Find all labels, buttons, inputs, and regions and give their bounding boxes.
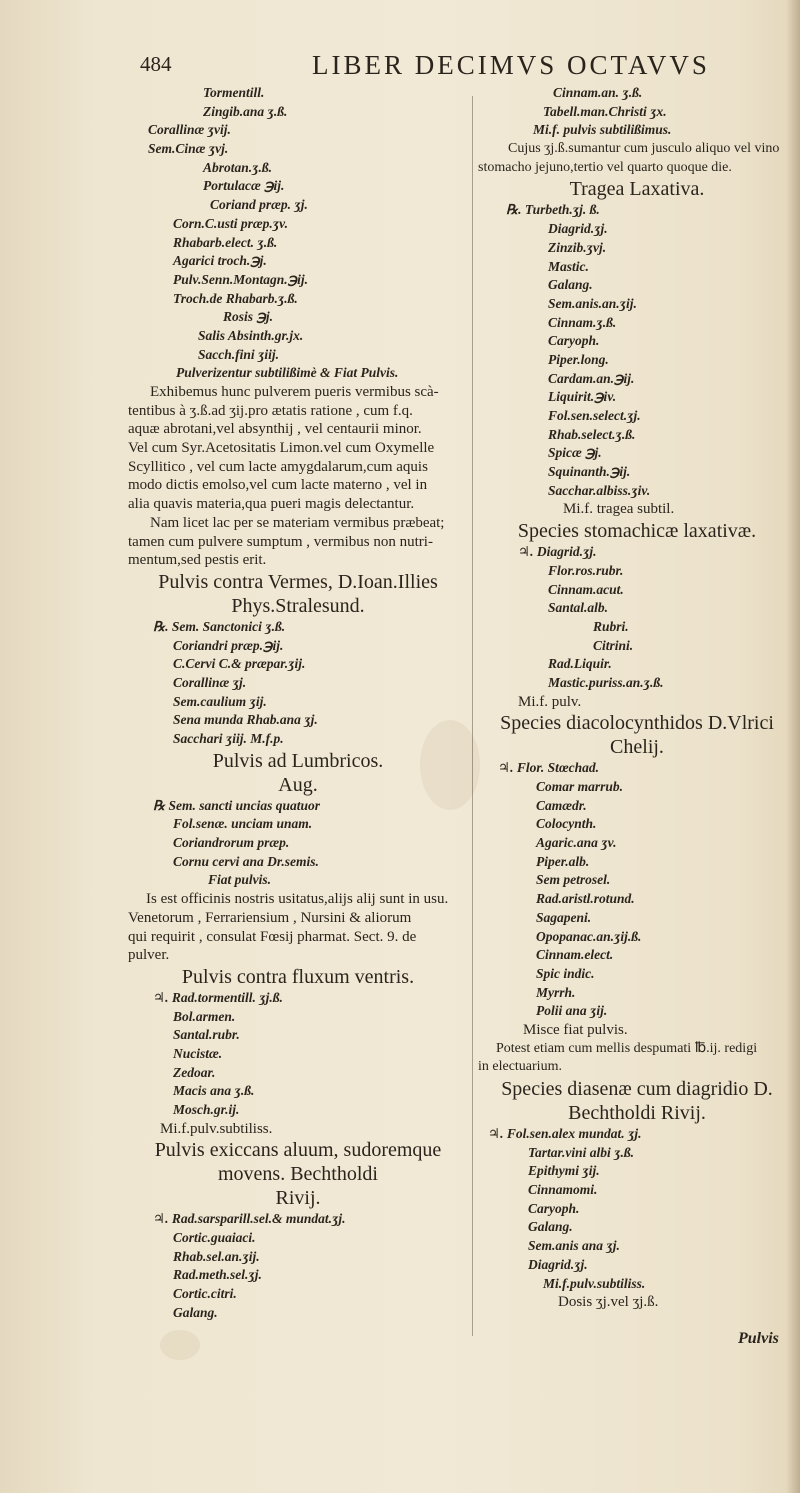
text-line: Scyllitico , vel cum lacte amygdalarum,cum aquis — [128, 458, 428, 475]
ingredient-line: ℞ Sem. sancti uncias quatuor — [153, 797, 321, 813]
catchword: Pulvis — [738, 1330, 779, 1347]
ingredient-line: Corallinæ ʒj. — [173, 674, 247, 690]
ingredient-line: Comar marrub. — [536, 779, 624, 794]
ingredient-line: Citrini. — [593, 637, 634, 653]
ingredient-line: Fol.senæ. unciam unam. — [173, 816, 313, 832]
text-line: Potest etiam cum mellis despumati ℔.ij. redigi — [496, 1040, 758, 1056]
ingredient-line: Cortic.citri. — [173, 1286, 237, 1302]
right-column — [478, 84, 796, 1312]
ingredient-line: Fiat pulvis. — [208, 872, 272, 888]
ingredient-line: ℞. Sem. Sanctonici ʒ.ß. — [153, 618, 286, 634]
ingredient-line: Macis ana ʒ.ß. — [173, 1083, 255, 1099]
ingredient-line: Salis Absinth.gr.jx. — [198, 327, 304, 343]
ingredient-line: Sem.anis ana ʒj. — [528, 1238, 620, 1254]
ingredient-line: Sem.caulium ʒij. — [173, 693, 267, 709]
ingredient-line: Galang. — [548, 277, 593, 293]
ingredient-line: ♃. Diagrid.ʒj. — [518, 544, 597, 560]
ingredient-line: Cornu cervi ana Dr.semis. — [173, 853, 319, 869]
text-line: mentum,sed pestis erit. — [128, 552, 267, 569]
section-heading: Aug. — [278, 773, 318, 796]
section-heading: movens. Bechtholdi — [218, 1163, 378, 1186]
ingredient-line: ♃. Rad.sarsparill.sel.& mundat.ʒj. — [153, 1211, 346, 1227]
ingredient-line: Opopanac.an.ʒij.ß. — [536, 928, 642, 944]
text-line: Is est officinis nostris usitatus,alijs alij sunt in usu. — [146, 891, 449, 908]
running-title: LIBER DECIMVS OCTAVVS — [312, 50, 710, 80]
ingredient-line: Piper.long. — [548, 351, 609, 367]
section-heading: Pulvis contra fluxum ventris. — [181, 965, 415, 988]
ingredient-line: Colocynth. — [536, 816, 597, 832]
ingredient-line: Rubri. — [593, 618, 629, 634]
ingredient-line: Spicæ ℈j. — [548, 445, 602, 461]
ingredient-line: Abrotan.ʒ.ß. — [203, 159, 273, 175]
ingredient-line: Flor.ros.rubr. — [548, 562, 624, 578]
text-line: modo dictis emolso,vel cum lacte materno , vel in — [128, 477, 428, 494]
ingredient-line: Mastic.puriss.an.ʒ.ß. — [548, 674, 664, 690]
text-line: in electuarium. — [478, 1059, 562, 1075]
ingredient-line: Santal.alb. — [548, 600, 609, 616]
ingredient-line: Coriand præp. ʒj. — [210, 197, 308, 213]
ingredient-line: Galang. — [528, 1219, 573, 1235]
text-line: qui requirit , consulat Fœsij pharmat. Sect. 9. de — [128, 928, 417, 945]
ingredient-line: Rad.Liquir. — [548, 656, 612, 672]
text-line: tentibus à ʒ.ß.ad ʒij.pro ætatis ratione , cum f.q. — [128, 402, 413, 419]
text-line: Cujus ʒj.ß.sumantur cum jusculo aliquo vel vino — [508, 141, 780, 157]
ingredient-line: Rhab.sel.an.ʒij. — [173, 1248, 260, 1264]
ingredient-line: Sagapeni. — [536, 909, 592, 925]
ingredient-line: Sem.anis.an.ʒij. — [548, 295, 637, 311]
ingredient-line: Piper.alb. — [536, 853, 590, 869]
ingredient-line: Cinnamomi. — [528, 1182, 598, 1198]
ingredient-line: Corn.C.usti præp.ʒv. — [173, 215, 289, 231]
left-column — [128, 84, 468, 1323]
ingredient-line: Zingib.ana ʒ.ß. — [203, 103, 288, 119]
ingredient-line: Mastic. — [548, 258, 589, 274]
ingredient-line: Cortic.guaiaci. — [173, 1230, 256, 1246]
ingredient-line: Tabell.man.Christi ʒx. — [543, 103, 667, 119]
ingredient-line: Rhabarb.elect. ʒ.ß. — [173, 234, 278, 250]
ingredient-line: Squinanth.℈ij. — [548, 464, 631, 480]
ingredient-line: ♃. Rad.tormentill. ʒj.ß. — [153, 989, 283, 1005]
ingredient-line: Camædr. — [536, 797, 587, 813]
ingredient-line: Sena munda Rhab.ana ʒj. — [173, 712, 318, 728]
ingredient-line: Cinnam.ʒ.ß. — [548, 314, 617, 330]
section-heading: Tragea Laxativa. — [569, 178, 705, 201]
text-line: Mi.f. pulv. — [518, 693, 582, 710]
text-line: Venetorum , Ferrariensium , Nursini & aliorum — [128, 909, 412, 926]
ingredient-line: Diagrid.ʒj. — [528, 1256, 588, 1272]
ingredient-line: Agaric.ana ʒv. — [536, 835, 617, 851]
ingredient-line: Zinzib.ʒvj. — [548, 239, 607, 255]
text-line: Nam licet lac per se materiam vermibus præbeat; — [150, 514, 445, 531]
ingredient-line: Diagrid.ʒj. — [548, 221, 608, 237]
text-line: Dosis ʒj.vel ʒj.ß. — [558, 1294, 659, 1311]
ingredient-line: Myrrh. — [536, 984, 576, 1000]
ingredient-line: Corallinæ ʒvij. — [148, 122, 231, 138]
ingredient-line: Cinnam.elect. — [536, 947, 614, 963]
ingredient-line: Fol.sen.select.ʒj. — [548, 408, 641, 423]
section-heading: Pulvis exiccans aluum, sudoremque — [154, 1139, 442, 1162]
ingredient-line: Rad.aristl.rotund. — [536, 891, 635, 907]
ingredient-line: Epithymi ʒij. — [528, 1163, 600, 1179]
ingredient-line: Cinnam.acut. — [548, 581, 624, 597]
text-line: Mi.f.pulv.subtiliss. — [160, 1120, 273, 1137]
text-line: alia quavis materia,qua pueri magis delectantur. — [128, 496, 415, 513]
section-heading: Chelij. — [610, 736, 664, 759]
ingredient-line: Nucistæ. — [173, 1045, 223, 1061]
ingredient-line: Rosis ℈j. — [223, 309, 273, 325]
ingredient-line: Sem.Cinæ ʒvj. — [148, 141, 229, 157]
text-line: aquæ abrotani,vel absynthij , vel centaurii minor. — [128, 421, 422, 438]
section-heading: Species diacolocynthidos D.Vlrici — [500, 712, 774, 735]
text-line: Exhibemus hunc pulverem pueris vermibus scà- — [150, 384, 439, 400]
ingredient-line: Agarici troch.℈j. — [173, 253, 267, 269]
ingredient-line: Mosch.gr.ij. — [173, 1102, 240, 1117]
section-heading: Rivij. — [275, 1187, 321, 1210]
column-rule — [472, 96, 473, 1336]
ingredient-line: Sacch.fini ʒiij. — [198, 346, 279, 362]
text-line: tamen cum pulvere sumptum , vermibus non nutri- — [128, 533, 433, 550]
ingredient-line: Cinnam.an. ʒ.ß. — [553, 85, 643, 100]
text-line: pulver. — [128, 947, 170, 964]
section-heading: Pulvis ad Lumbricos. — [212, 749, 384, 772]
ingredient-line: Spic indic. — [536, 965, 595, 981]
ingredient-line: Zedoar. — [173, 1064, 216, 1080]
ingredient-line: Tartar.vini albi ʒ.ß. — [528, 1144, 635, 1160]
ingredient-line: Santal.rubr. — [173, 1027, 240, 1043]
ingredient-line: Pulv.Senn.Montagn.℈ij. — [173, 271, 308, 287]
ingredient-line: Sacchar.albiss.ʒiv. — [548, 482, 651, 498]
section-heading: Phys.Stralesund. — [231, 594, 365, 617]
ingredient-line: Mi.f.pulv.subtiliss. — [543, 1275, 646, 1291]
ingredient-line: Pulverizentur subtilißimè & Fiat Pulvis. — [176, 365, 399, 381]
ingredient-line: Rad.meth.sel.ʒj. — [173, 1267, 262, 1283]
ingredient-line: Portulacæ ℈ij. — [203, 178, 285, 194]
section-heading: Species diasenæ cum diagridio D. — [501, 1078, 773, 1100]
ingredient-line: Mi.f. pulvis subtilißimus. — [533, 122, 672, 138]
ingredient-line: Galang. — [173, 1304, 218, 1320]
text-line: stomacho jejuno,tertio vel quarto quoque die. — [478, 159, 732, 175]
ingredient-line: Caryoph. — [528, 1200, 580, 1216]
ingredient-line: Tormentill. — [203, 85, 265, 100]
ingredient-line: Cardam.an.℈ij. — [548, 370, 635, 386]
ingredient-line: Coriandrorum præp. — [173, 835, 290, 851]
ingredient-line: Sacchari ʒiij. M.f.p. — [173, 731, 284, 746]
ingredient-line: Bol.armen. — [173, 1008, 236, 1024]
page-number: 484 — [140, 52, 172, 76]
ingredient-line: Caryoph. — [548, 333, 600, 349]
ingredient-line: ℞. Turbeth.ʒj. ß. — [506, 202, 600, 218]
ingredient-line: Coriandri præp.℈ij. — [173, 637, 284, 653]
ingredient-line: Rhab.select.ʒ.ß. — [548, 426, 636, 442]
text-line: Vel cum Syr.Acetositatis Limon.vel cum Oxymelle — [128, 440, 435, 457]
ingredient-line: Liquirit.℈iv. — [548, 389, 617, 405]
paper-stain — [160, 1330, 200, 1360]
ingredient-line: ♃. Flor. Stœchad. — [498, 760, 599, 776]
ingredient-line: Polii ana ʒij. — [536, 1003, 608, 1019]
ingredient-line: C.Cervi C.& præpar.ʒij. — [173, 656, 306, 672]
text-line: Misce fiat pulvis. — [523, 1021, 628, 1038]
ingredient-line: Troch.de Rhabarb.ʒ.ß. — [173, 290, 298, 306]
section-heading: Species stomachicæ laxativæ. — [517, 520, 757, 543]
ingredient-line: Sem petrosel. — [536, 872, 611, 888]
text-line: Mi.f. tragea subtil. — [563, 501, 675, 518]
section-heading: Bechtholdi Rivij. — [568, 1102, 706, 1124]
section-heading: Pulvis contra Vermes, D.Ioan.Illies — [158, 570, 438, 593]
ingredient-line: ♃. Fol.sen.alex mundat. ʒj. — [488, 1126, 642, 1141]
page-header — [0, 52, 800, 86]
